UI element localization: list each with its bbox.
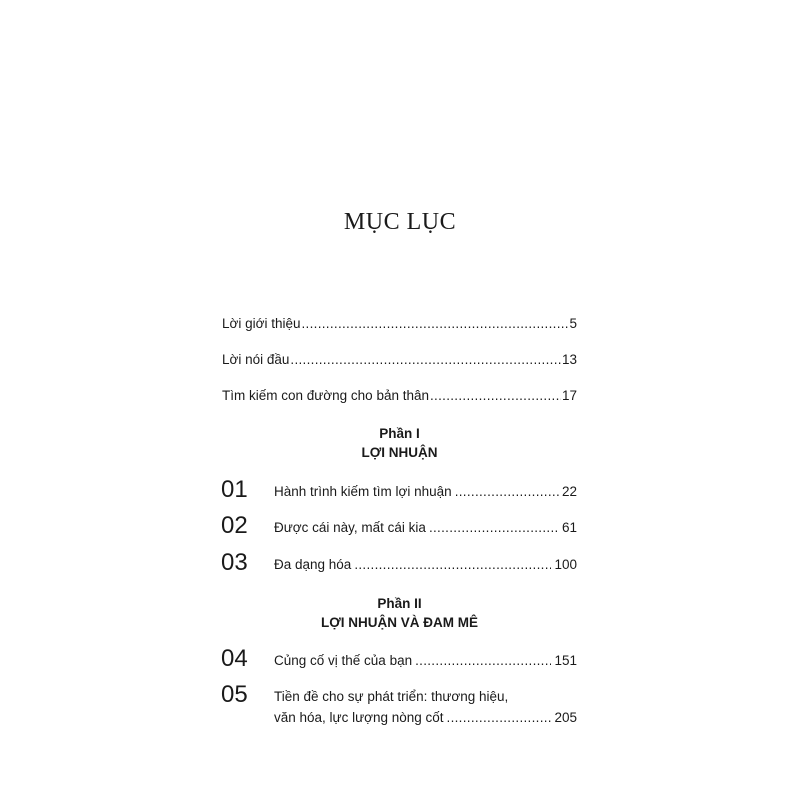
chapter-title: Củng cố vị thế của bạn [274,653,413,668]
toc-leader-dots [354,557,551,572]
chapter-title-line-2: văn hóa, lực lượng nòng cốt [274,710,444,725]
chapter-number: 04 [221,645,248,672]
chapter-page: 100 [554,557,577,572]
toc-entry-preface [222,352,577,367]
toc-leader-dots [290,352,561,367]
toc-entry-text: Lời nói đầu [222,352,290,367]
toc-chapter-03 [274,557,577,572]
toc-entry-page: 17 [561,388,577,403]
chapter-number: 01 [221,476,248,503]
toc-leader-dots [430,388,561,403]
chapter-number: 02 [221,512,248,539]
chapter-page: 22 [561,484,577,499]
chapter-page: 151 [554,653,577,668]
toc-entry-text: Lời giới thiệu [222,316,301,331]
toc-chapter-05 [274,689,577,725]
toc-leader-dots [429,520,559,535]
part-2-title: LỢI NHUẬN VÀ ĐAM MÊ [320,615,478,630]
chapter-title: Hành trình kiếm tìm lợi nhuận [274,484,452,499]
toc-chapter-04 [274,653,577,668]
toc-chapter-01 [274,484,577,499]
part-2-label: Phần II [377,596,422,611]
toc-entry-page: 5 [569,316,577,331]
toc-leader-dots [447,710,552,725]
toc-leader-dots [415,653,551,668]
toc-entry-page: 13 [561,352,577,367]
chapter-number: 05 [221,681,248,708]
chapter-page: 61 [561,520,577,535]
toc-leader-dots [302,316,569,331]
toc-entry-finding-path [222,388,577,403]
chapter-page: 205 [554,710,577,725]
toc-entry-text: Tìm kiếm con đường cho bản thân [222,388,429,403]
part-1-title: LỢI NHUẬN [361,445,438,460]
toc-entry-introduction [222,316,577,331]
chapter-title: Được cái này, mất cái kia [274,520,426,535]
chapter-title: Đa dạng hóa [274,557,352,572]
part-1-label: Phần I [379,426,420,441]
page-title: MỤC LỤC [343,209,457,235]
chapter-title-line-1: Tiền đề cho sự phát triển: thương hiệu, [274,689,509,704]
toc-chapter-02 [274,520,577,535]
chapter-number: 03 [221,549,248,576]
toc-leader-dots [455,484,559,499]
